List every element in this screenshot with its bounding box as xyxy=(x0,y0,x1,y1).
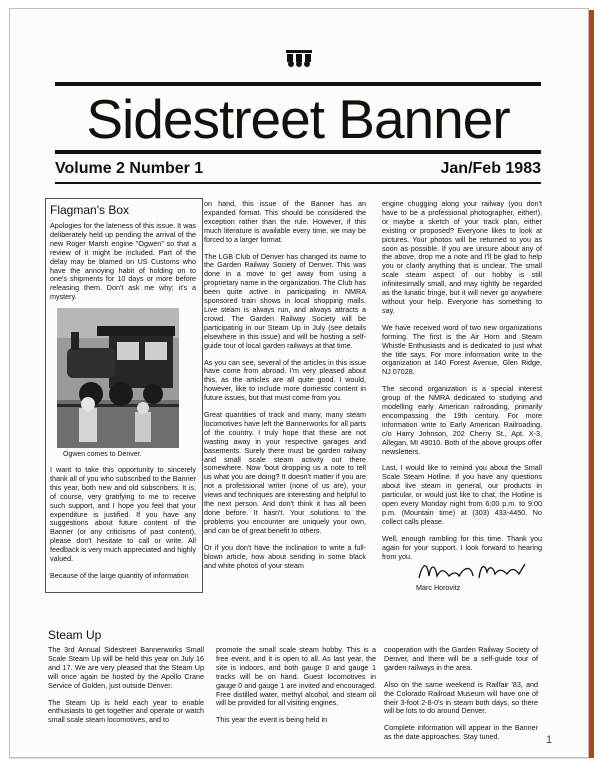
handwritten-signature xyxy=(415,556,535,584)
paragraph: Also on the same weekend is Railfair '83, and the Colorado Railroad Museum will have one of their 3-foot 2-8-0's in steam both days, so there will be lots to do around Denver. xyxy=(384,679,538,716)
paragraph: The LGB Club of Denver has changed its name to the Garden Railway Society of Denver. This was done in a move to get away from using a proprietary name in the organization. The Club has been quite active in participating in NMRA sponsored train shows in local shopping malls. Live steam is always run, and always attracts a crowd. The Garden Railway Society will be participating in our Steam Up in July (see details elsewhere in this issue) and will be hosting a self-guide tour of local garden railways at that time. xyxy=(204,251,366,350)
paragraph: promote the small scale steam hobby. This is a free event, and it is open to all. As last year, the site is indoors, and both gauge 0 and gauge 1 tracks will be on hand. Guest locomotives in gauge 0 and gauge 1 are invited and encouraged. Free distilled water, methyl alcohol, and steam oil will be provided for all visiting engines. xyxy=(216,645,376,708)
masthead-top-rule xyxy=(55,82,541,86)
paragraph: on hand, this issue of the Banner has an expanded format. This should be considered the exception rather than the rule. However, if this much literature is available every time, we may be forced to a larger format. xyxy=(204,199,366,244)
paragraph: Great quantities of track and many, many steam locomotives have left the Bannerworks for all parts of the country. I truly hope that these are not wasting away in your respective garages and basements. Surely there must be garden railway and small scale steam activity out there somewhere. Now 'bout dropping us a note to tell us what you are doing? It doesn't matter if you are not a professional writer (none of us are), your views and techniques are interesting and helpful to the next person. And don't think it has all been done before. It hasn't. Your solutions to the problems you encounter are uniquely your own, and can be of great benefit to others. xyxy=(204,410,366,535)
paragraph: Or if you don't have the inclination to write a full-blown article, how about sending in some black and white photos of your steam xyxy=(204,542,366,570)
paragraph: I want to take this opportunity to sincerely thank all of you who subscribed to the Banner this year, both new and old subscribers. It is, of course, very gratifying to me to receive such support, and I hope you feel that your expenditure is justified. If you have any suggestions about future content of the Banner (or any criticisms of past content), please don't hesitate to call or write. All feedback is very much appreciated and highly valued. xyxy=(50,465,196,564)
issue-row xyxy=(55,154,541,176)
page-number: 1 xyxy=(546,734,553,746)
paragraph: Apologies for the lateness of this issue. It was deliberately held up pending the arrival of the new Roger Marsh engine "Ogwen" so that a review of it might be included. Part of the delay may be blamed on US Customs who have the annoying habit of holding on to one's shipments for 10 days or more before releasing them. Don't ask me why; it's a mystery. xyxy=(50,221,196,302)
paragraph: The Steam Up is held each year to enable enthusiasts to get together and operate or watch small scale steam locomotives, and to xyxy=(48,697,204,725)
masthead xyxy=(55,82,541,184)
signature-name: Marc Horovitz xyxy=(416,583,461,592)
steam-up-column-one xyxy=(48,646,204,733)
paragraph: The 3rd Annual Sidestreet Bannerworks Small Scale Steam Up will be held this year on July 16 and 17. We are very pleased that the Steam Up will once again be hosted by the Apollo Crane Service of Golden, just outside Denver. xyxy=(48,645,204,690)
steam-up-column-two xyxy=(216,646,376,733)
photo-caption: Ogwen comes to Denver. xyxy=(63,451,142,458)
masthead-bottom-rule xyxy=(55,182,541,184)
column-three xyxy=(382,200,542,570)
locomotive-photo xyxy=(57,308,179,448)
page-edge xyxy=(589,10,594,758)
volume-number: Volume 2 Number 1 xyxy=(55,160,204,177)
paragraph: This year the event is being held in xyxy=(216,715,328,725)
paragraph: As you can see, several of the articles in this issue have come from abroad. I'm very pleased about this, as the articles are all quite good. I would, however, like to include more domestic content in future issues, but that must come from you. xyxy=(204,357,366,403)
steam-up-heading: Steam Up xyxy=(48,628,102,642)
paragraph: We have received word of two new organizations forming. The first is the Air Horn and Steam Whistle Enthusiasts and is dedicated to just what the title says. For more information write to the organization at 140 Forest Avenue, Glen Ridge, NJ 07028. xyxy=(382,322,542,377)
paragraph: Complete information will appear in the Banner as the date approaches. Stay tuned. xyxy=(384,723,538,742)
paragraph: cooperation with the Garden Railway Society of Denver, and there will be a self-guide tour of garden railways in the area. xyxy=(384,645,538,672)
paragraph: Well, enough rambling for this time. Thank you again for your support. I look forward to hearing from you. xyxy=(382,533,542,561)
paragraph: Because of the large quantity of information xyxy=(50,570,189,580)
steam-up-column-three xyxy=(384,646,538,750)
paragraph: engine chugging along your railway (you don't have to be a professional photographer, either!), or maybe a sketch of your track plan, either existing or proposed? Everyone likes to look at pictures. Your photos will be returned to you as soon as possible. If you are unsure about any of the above, drop me a note and I'll be glad to help you or clarify anything that is unclear. The small scale steam aspect of our hobby is still infinitesimally small, and may rightly be regarded as the lunatic fringe, but it will never go anywhere without your help. Everyone has something to say. xyxy=(382,199,542,315)
bannerworks-logo-icon xyxy=(283,48,315,68)
issue-date: Jan/Feb 1983 xyxy=(440,160,541,177)
newsletter-title: Sidestreet Banner xyxy=(86,88,510,150)
column-two xyxy=(204,200,366,578)
paragraph: The second organization is a special interest group of the NMRA dedicated to studying and modelling early American railroading, primarily encompassing the 19th century. For more information write to Early American Railroading, c/o Harry Johnson, 202 Cherry St., Apt. X-3, Allegan, MI 49010. Both of the above groups offer newsletters. xyxy=(382,384,542,456)
flagmans-box-body xyxy=(50,466,196,589)
paragraph: Last, I would like to remind you about the Small Scale Steam Hotline. If you have any questions about live steam in general, our products in particular, or would just like to chat, the Hotline is open every Monday night from 6:00 p.m. to 9:00 p.m. (Mountain time) at (303) 433-4450. No collect calls please. xyxy=(382,463,542,526)
flagmans-box-heading: Flagman's Box xyxy=(50,203,129,217)
flagmans-box-intro xyxy=(50,222,196,310)
